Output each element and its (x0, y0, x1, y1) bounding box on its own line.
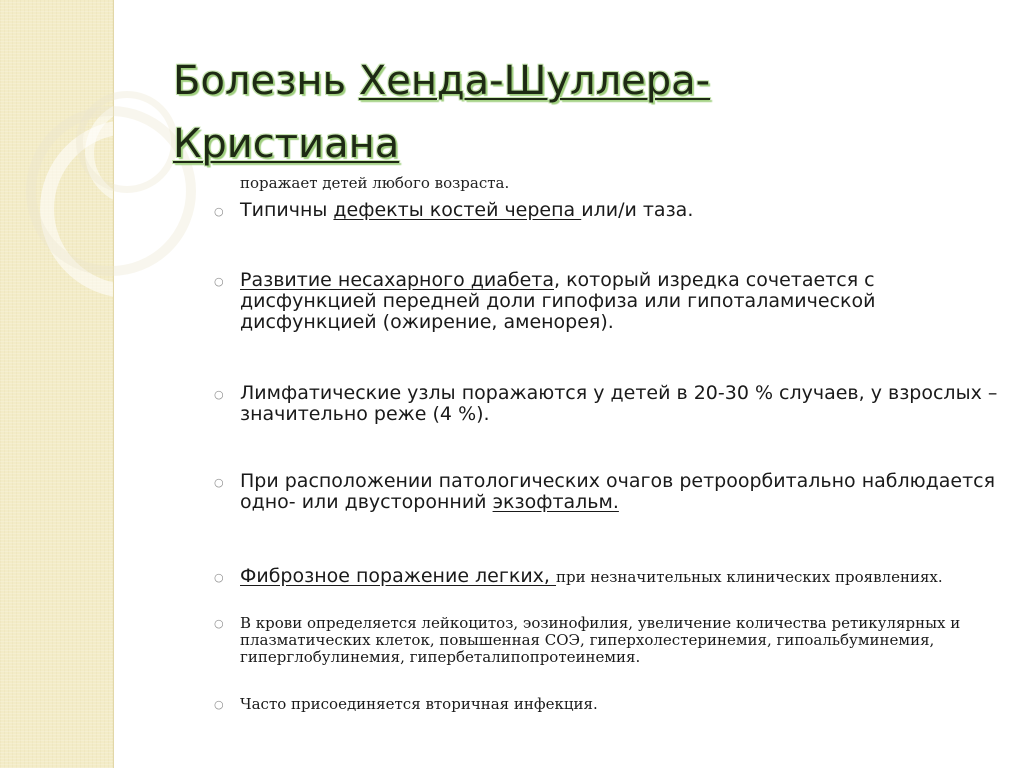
intro-text: поражает детей любого возраста. (240, 174, 510, 192)
circle-bullet-icon: ○ (214, 275, 224, 288)
list-item-text: При расположении патологических очагов ретроорбитально наблюдается одно- или двусторонний экзофтальм. (240, 470, 996, 513)
circle-bullet-icon: ○ (214, 388, 224, 401)
decorative-ring-extension (76, 91, 178, 193)
list-item-text: Фиброзное поражение легких, при незначительных клинических проявлениях. (240, 565, 943, 587)
circle-bullet-icon: ○ (214, 617, 224, 630)
list-item-text: Типичны дефекты костей черепа или/и таза. (240, 199, 694, 221)
list-item-text: В крови определяется лейкоцитоз, эозинофилия, увеличение количества ретикулярных и плазматических клеток, повышенная СОЭ, гиперхолестеринемия, гипоальбуминемия, гиперглобулинемия, гипербеталипопротеинемия. (240, 614, 961, 666)
list-item-text: Развитие несахарного диабета, который изредка сочетается с дисфункцией передней доли гипофиза или гипоталамической дисфункцией (ожирение, аменорея). (240, 269, 876, 333)
circle-bullet-icon: ○ (214, 571, 224, 584)
title-link-text: Хенда-Шуллера- (358, 58, 711, 104)
circle-bullet-icon: ○ (214, 476, 224, 489)
circle-bullet-icon: ○ (214, 205, 224, 218)
circle-bullet-icon: ○ (214, 698, 224, 711)
slide-title (173, 50, 993, 176)
list-item-text: Часто присоединяется вторичная инфекция. (240, 695, 598, 713)
title-link-text: Кристиана (173, 121, 400, 167)
list-item-text: Лимфатические узлы поражаются у детей в 20-30 % случаев, у взрослых – значительно реже (4 %). (240, 382, 998, 425)
title-text: Болезнь (173, 58, 359, 104)
